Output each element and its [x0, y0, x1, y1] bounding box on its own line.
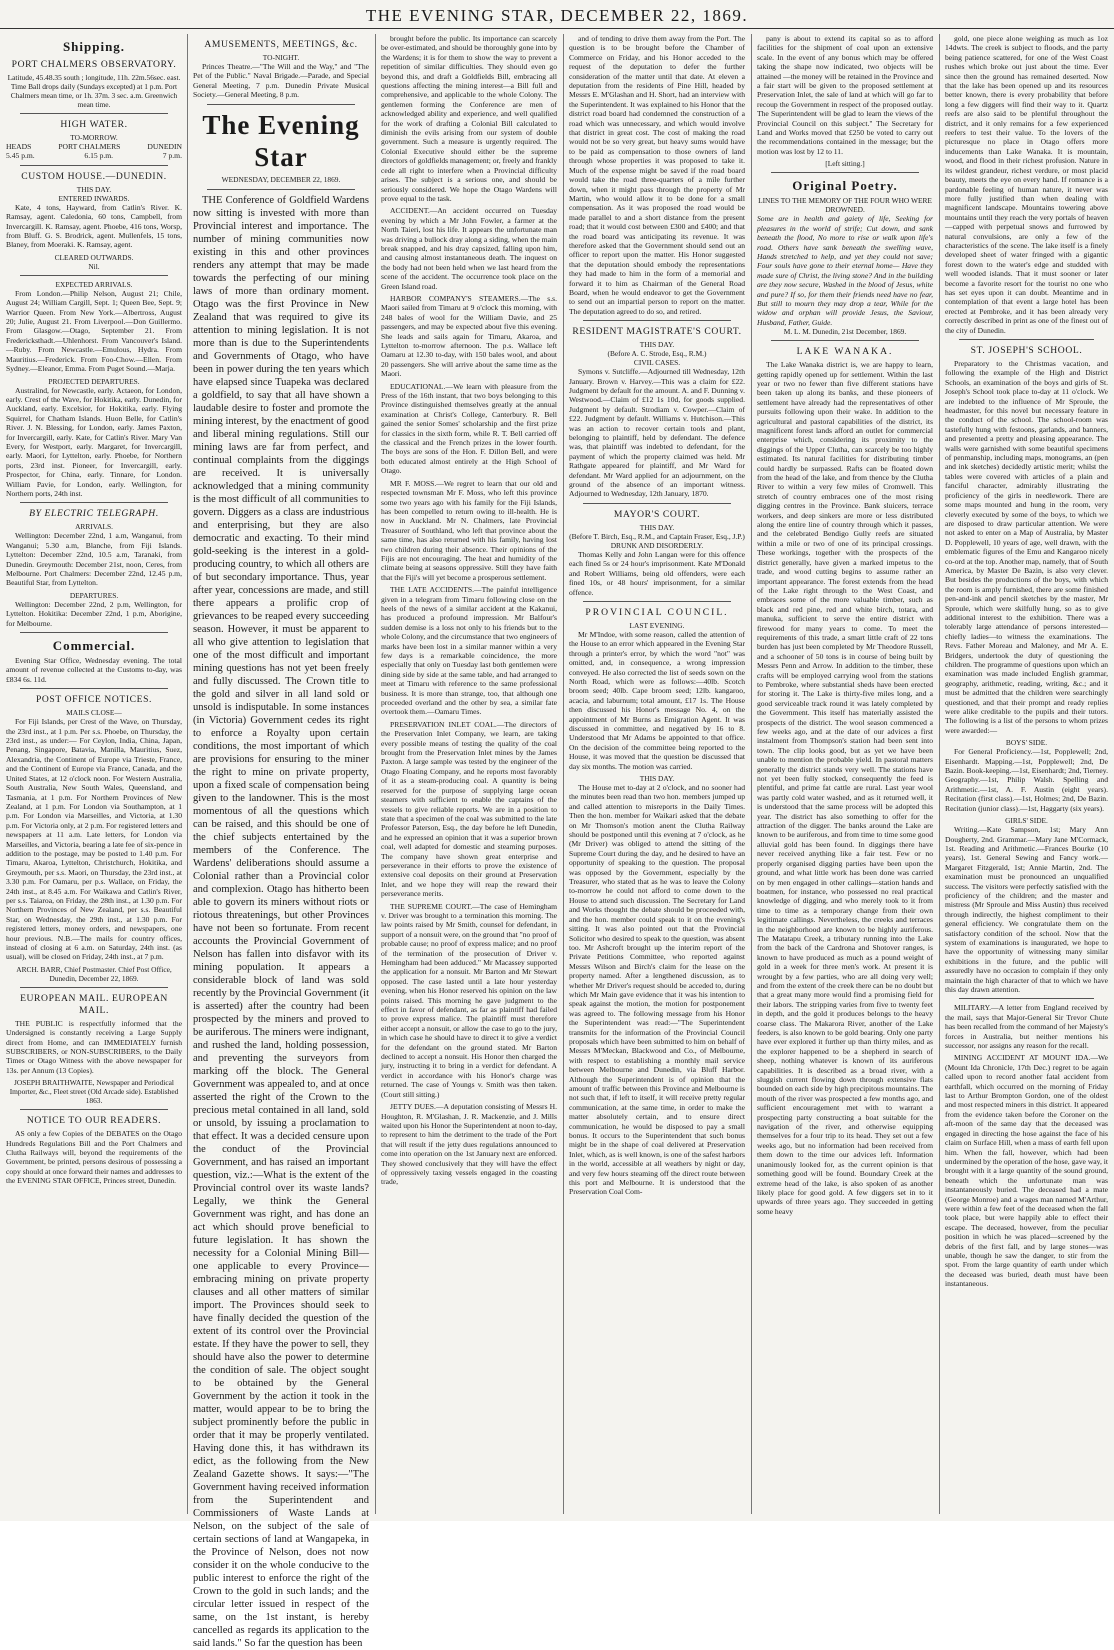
european-mail-text: THE PUBLIC is respectfully informed that the Undersigned is constantly receiving a Large Supply direct from Home, and can IMMEDIATELY furnish SUBSCRIBERS, or NON-SUBSCRIBERS, to the Daily Times or Otago Witness with the above newspaper for 13s. per Annum (13 Copies). — [6, 1018, 182, 1075]
harbour-item: HARBOR COMPANY'S STEAMERS.—The s.s. Maori sailed from Timaru at 9 o'clock this morning, with 248 bales of wool for the William Davie, and 25 passengers, and may be expected about five this evening. She leads and sails again for Timaru, Akaroa, and Lyttelton to-morrow afternoon. The p.s. Wallace left Oamaru at 12.30 to-day, with 150 bales wool, and about 20 passengers. She will arrive about the same time as the Maori. — [381, 293, 557, 379]
telegraph-arrivals-text: Wellington: December 22nd, 1 a.m, Wanganui, from Wanganui; 5.30 a.m, Blanche, from Fiji Islands. Lyttelton: December 22nd, 10.5 a.m, Taranaki, from Dunedin. Greymouth: December 21st, noon, Ceres, from Melbourne. Port Chalmers: December 22nd, 12.45 p.m, Beautiful Star, from Lyttelton. — [6, 531, 182, 588]
amusements-heading: AMUSEMENTS, MEETINGS, &c. — [204, 39, 358, 50]
entered-list: Kate, 4 tons, Hayward, from Catlin's River. K. Ramsay, agent. Caledonia, 60 tons, Campbell, from Invercargill. K. Ramsay, agent. Phoebe, 416 tons, Worsp, from Bluff. G. S. Brodrick, agent. Mullenfels, 15 tons, Blaney, from Moeraki. K. Ramsay, agent. — [6, 202, 182, 250]
telegraph-departures: DEPARTURES. — [69, 590, 119, 600]
observatory-heading: PORT CHALMERS OBSERVATORY. — [11, 59, 177, 70]
masthead-title: THE EVENING STAR, DECEMBER 22, 1869. — [365, 6, 749, 25]
boys-side: BOYS' SIDE. — [1005, 738, 1048, 748]
telegraph-departures-text: Wellington: December 22nd, 2 p.m, Wellington, for Lyttelton. Hokitika: December 22nd, 1 p.m, Aborigine, for Melbourne. — [6, 599, 182, 628]
divider — [583, 601, 731, 602]
column-3 — [381, 34, 557, 1514]
readers-text: AS only a few Copies of the DEBATES on the Otago Hundreds Regulations Bill and the Port Chalmers and Clutha Railways will, beyond the requirements of the Government, be printed, persons desirous of possessing a copy should at once forward their names and addresses to the EVENING STAR OFFICE, Princes street, Dunedin. — [6, 1129, 182, 1186]
col5-continuation: pany is about to extend its capital so as to afford facilities for the shipment of coal upon an extensive scale. In the event of any bonus which may be offered taking the shape now indicated, two objects will be attained —the money will be retained in the Province and a fair start will be given to the proposed settlement at Preservation Inlet, the sale of land at which will go far to recoup the Government in respect of the proposed outlay. The Superintendent will be glad to learn the views of the Provincial Council on this subject." The Secretary for Land and Works moved that £250 be voted to carry out the recommendations contained in the message; but the motion was lost by 12 to 11. — [757, 34, 933, 156]
this-day: THIS DAY. — [76, 184, 112, 194]
arrivals-text: From London.—Philip Nelson, August 21; Chile, August 24; William Cargill, Sept. 1; Queen Bee, Sept. 9; Warrior Queen. From New York.—Albertross, August 20; Julie, August 21. From Liverpool.—Don Guillermo. From Glasgow.—Otago, September 21. From Fredericksthadt.—Uhlenhorst. From Vancouver's Island.—Ruby. From Newcastle.—Emulous, Hydra. From Mauritius.—Frederick. From Foo-Chow.—Ellen. From Sydney.—Eleanor, Emma. From Puget Sound.—Marja. — [6, 288, 182, 374]
lake-wanaka-heading: LAKE WANAKA. — [796, 346, 894, 358]
masthead — [0, 4, 1114, 29]
col3-continuation: brought before the public. Its importance can scarcely be over-estimated, and should be thoroughly gone into by the Wardens; it is for them to show the way to prevent a repetition of similar difficulties. They should even go beyond this, and draft a Goldfields Bill, embracing all questions affecting the mining interest—a Bill full and comprehensive, and applicable to the whole Colony. The gentlemen forming the Conference are men of acknowledged ability and experience, and well qualified for the work of drafting a Colonial Bill calculated to diminish the evils arising from our system of double government. Such a measure is urgently required. The Colonial Executive should either be the supreme directors of goldfields management; or, freely and frankly cede all right to interfere when a Provincial difficulty arises. The subject is a serious one, and should be seriously considered. We hope the Otago Wardens will prove equal to the task. — [381, 34, 557, 203]
mayor-text: Thomas Kelly and John Langan were for this offence each fined 5s or 24 hour's imprisonment. Kate M'Donald and Robert Williams, being old offenders, were each fined 10s, or 48 hours' imprisonment, for a similar offence. — [569, 549, 745, 597]
column-rule — [563, 34, 564, 1514]
mayors-court-heading: MAYOR'S COURT. — [613, 508, 701, 520]
late-accidents-item: THE LATE ACCIDENTS.—The painful intelligence given in a telegram from Timaru following close on the heels of the news of a similar accident at the Kakanui, has produced a profound impression. Mr Balfour's sudden demise is a loss not only to his friends but to the whole Colony, and the circumstance that two engineers of marks have been lost in a similar manner within a very few days is a remarkable coincidence, the more especially that only on Tuesday last both gentlemen were dining side by side at the same table, and had arranged to meet at Timaru with reference to the same professional business. It is more than strange, too, that although one proceeded overland and the other by sea, a similar fate overtook them.—Oamaru Times. — [381, 585, 558, 717]
column-2 — [193, 34, 369, 1649]
preservation-item: PRESERVATION INLET COAL.—The directors of the Preservation Inlet Company, we learn, are taking every possible means of testing the quality of the coal brought from the Preservation Inlet mines by the James Paxton. A large sample was tested by the engineer of the Otago Floating Company, and he reports most favorably of it as a steam-producing coal. A quantity is being reserved for the purpose of supplying large ocean steamers with sufficient to enable the captains of the vessels to give reliable reports. We are in a position to state that a specimen of the coal was submitted to the late Professor Paterson, Esq., the day before he left Dunedin, and he expressed an opinion that it was a superior brown coal, well adapted for domestic and steaming purposes. The company have shown great enterprise and perseverance in their efforts to prove the existence of extensive coal deposits on their ground at Preservation Inlet, and we hope they will reap the reward their perseverance merits. — [381, 719, 557, 899]
military-item: MILITARY.—A letter from England received by the mail, says that Major-General Sir Trevor Chute has been recalled from the command of her Majesty's forces in Australia, but neither mentions his successor, nor assigns any reason for the recall. — [945, 1003, 1108, 1051]
st-josephs-heading: ST. JOSEPH'S SCHOOL. — [970, 345, 1083, 356]
divider — [20, 1109, 168, 1110]
educational-item: EDUCATIONAL.—We learn with pleasure from the Press of the 16th instant, that two boys belonging to this Province distinguished themselves greatly at the annual examination at Christ's College, Canterbury. R. Bell gained the senior Somes' scholarship and the first prize for classics in the sixth form, while R. T. Bell carried off the classical and the French prizes in the lower fourth. The boys are sons of the Hon. F. Dillon Bell, and were both educated almost entirely at the High School of Otago. — [381, 381, 557, 476]
divider — [583, 320, 731, 321]
original-poetry-heading: Original Poetry. — [792, 178, 898, 194]
column-6 — [945, 34, 1108, 1514]
col4-continuation: and of tending to drive them away from the Port. The question is to be brought before the Chamber of Commerce on Friday, and his Honor acceded to the request of the deputation to defer the further consideration of the matter until that date. At eleven a deputation from the residents of Pine Hill, headed by Messrs E. M'Glashan and H. Short, had an interview with the Superintendent. It was explained to his Honor that the district road board had condemned the construction of a road which was unnecessary, and which would involve that district in great cost. The cost of making the road would not be so very great, but heavy sums would have to be paid as compensation to those owners of land through whose properties it was proposed to take it. Much of the expense might be saved if the road board would take the road three-quarters of a mile further down, when it might pass through the property of Mr Martin, who would allow it to be done for a small compensation. As it was proposed the road would be made parallel to and a short distance from the present road; that it would cost between £300 and £400; and that the road board was anticipating its revenue. It was therefore asked that the Government should send out an officer to report upon the matter. His Honor suggested that the deputation should embody the representations they had made to him in the form of a memorial and forward it to him as Chairman of the General Road Board, when he would endeavor to get the Government to send out an impartial person to report on the matter. The deputation agreed to do so, and retired. — [569, 34, 745, 316]
divider — [20, 987, 168, 988]
supreme-court-item: THE SUPREME COURT.—The case of Hemingham v. Driver was brought to a termination this morning. The law points raised by Mr Smith, counsel for defendant, in support of a nonsuit were, on the ground that "no proof of probable cause; no proof of express malice; and no proof of the termination of the prosecution of Driver v. Hemingham had been adduced." Mr Macassey supported the application for a nonsuit. Mr Barton and Mr Stewart opposed. The case lasted until a late hour yesterday evening, when his Honor reserved his opinion on the law points raised. This morning he gave judgment to the effect in favor of defendant, as far as plaintiff had failed to prove express malice. The plaintiff must therefore either accept a nonsuit, or allow the case to go to the jury, in which case he should have to direct it to give a verdict for the defendant on the ground stated. Mr Barton declined to accept a nonsuit. His Honor then charged the jury, instructing it to bring in a verdict for defendant. A verdict in accordance with his Honor's charge was returned. The case of Youngs v. Smith was then taken. (Court still sitting.) — [381, 901, 557, 1099]
telegraph-heading: BY ELECTRIC TELEGRAPH. — [29, 508, 159, 520]
col6-continuation: gold, one piece alone weighing as much as 1oz 14dwts. The creek is subject to floods, and the party being patience scattered, for one of the West Coast rushes which broke out just about the time. Ever since then the ground has remained deserted. Now that the lake has been opened up and its resources better known, there is every probability that before long a few diggers will find their way to it. Quartz reefs are also said to be plentiful throughout the district, and it only remains for a few experienced reefers to test their value. To the lovers of the picturesque no place in Otago offers more inducements than Lake Wanaka. It is mountain, wood, and flood in their richest profusion. Nature in its wildest grandeur, richest verdure, or most placid beauty, meets the eye on every hand. If romance is a pardonable feeling of human nature, it never was more fully justified than when dealing with magnificent landscape. Mountains towering above mountains until they reach the very portals of heaven—capped with perpetual snows and furrowed by natural convulsions, are only a few of the characteristics of the scene. The lake itself is a finely developed sheet of water fringed with a gigantic forest down to the water's edge and studded with well wooded islands. That it must sooner or later become a favorite resort for the tourist no one who has set eyes upon it can doubt. Meantime and in contemplation of that event a large hotel has been erected at Pembroke, and it has been already very correctly described in print as one of the finest out of the city of Dunedin. — [945, 34, 1108, 335]
girls-side: GIRLS' SIDE. — [1005, 816, 1048, 826]
divider — [959, 339, 1094, 340]
poem-lines: Some are in health and gaiety of life, Seeking for pleasures in the world of strife; Cut down, and sank beneath the flood, No more to rise or walk upon life's road. Others have sank beneath the swelling wave, Hands stretched to help, and yet they could not save; Four souls have gone to their eternal home— Have they made sure of Christ, the living stone? And in the building are they now secure, Washed in the blood of Jesus, white and pure? If so, for them their friends need have no fear, But still to mourn they may drop a tear, While for the widow and orphan will provide Jesus, the Saviour, Husband, Father, Guide. — [757, 214, 933, 327]
high-water-table: HEADS PORT CHALMERS DUNEDIN 5.45 p.m. 6.15 p.m. 7 p.m. — [6, 142, 182, 161]
divider — [207, 189, 355, 190]
school-text: Preparatory to the Christmas vacation, and following the example of the High and District Schools, an examination of the boys and girls of St. Joseph's School took place to-day at 11 o'clock. We are indebted to the influence of Mr Sproule, the headmaster, for this novel but necessary feature in the conduct of the school. The school-room was tastefully hung with festoons, garlands, and banners, and presented a pretty and pleasing appearance. The walls were garnished with some beautiful specimens of penmanship, including maps, monograms, an (pen and ink sketches) decidedly artistic merit; whilst the tables were covered with articles of a plain and fanciful character, admirably illustrating the proficiency of the girls in needlework. There are some maps mounted and hung in the room, very cleverly executed by some of the boys, to which we are disposed to draw particular attention. We were not asked to enter on a Map of Australia, by Master D. Popplewell, 10 years of age, well drawn, with the emblematic figures of the Emu and Kangaroo nicely co-ord at the top. Another map, namely, that of South America, by Master De Bazin, is also very clever. But besides the productions of the boys, with which the room is amply furnished, there are some finished pen-and-ink and pencil sketches by the master, Mr Sproule, which were skilfully hung, so as to give additional interest to the exhibition. There was a tolerably large attendance of persons interested—chiefly ladies—to witness the examinations. The Revs. Father Moreau and Maloney, and Mr A. E. Bridgers, undertook the duty of questioning the children. The programme of questions upon which an examination was made included English grammar, geography, arithmetic, reading, writing, &c.; and it must be admitted that the children were searchingly questioned, and that their prompt and ready replies were alike creditable to the pupils and their tutors. The following is a list of the persons to whom prizes were awarded:— — [945, 359, 1108, 735]
entered-inwards: ENTERED INWARDS. — [58, 193, 130, 203]
european-mail-signature: JOSEPH BRAITHWAITE, Newspaper and Periodical Importer, &c., Fleet street (Old Arcade side). Established 1863. — [9, 1078, 179, 1106]
divider — [20, 165, 168, 166]
mayor-this-day: THIS DAY. — [639, 522, 675, 532]
customs-heading: CUSTOM HOUSE.—DUNEDIN. — [21, 170, 167, 182]
column-rule — [187, 34, 188, 1514]
post-signature: ARCH. BARR, Chief Postmaster. Chief Post Office, Dunedin, December 22, 1869. — [16, 964, 172, 983]
lake-wanaka-text: The Lake Wanaka district is, we are happy to learn, getting rapidly opened up for settlement. Within the last year or two no fewer than five different stations have been taken up along its banks, and these pioneers of settlement have already had the representatives of other pursuits following upon their wake. In addition to the agricultural and pastoral capabilities of the district, its magnificent forest lands afford an outlet for commercial enterprise which, considering its proximity to the diggings of the Upper Clutha, can scarcely be too highly estimated. Its natural facilities for distributing timber could hardly be surpassed. Rafts can be floated down from the head of the lake, and from thence by the Clutha River to within a very few miles of Cromwell. This stretch of country embraces one of the most rising digging centres in the Province. Bank sluicers, terrace workers, and deep sinkers are more or less distributed along the entire line of country through which it passes, and the celebrated Bendigo Gully reefs are situated within a mile or two of one of its principal crossings. These workings, together with the prospects of the district generally, have given a marked impetus to the trade, and wood cutting begins to assume rather an important appearance. The forest extends from the head of the Lake right through to the West Coast, and embraces some of the more valuable timber, such as black and red pine, red and white birch, totara, and manuka, sufficient to serve the entire district with firewood for many years to come. To meet the requirements of this trade, a smart little craft of 22 tons burden has just been completed by Mr Theodore Russell, and a schooner of 50 tons is in course of being built by Messrs Penn and Arrow. In addition to the timber, these crafts will be employed carrying wool from the stations to Pembroke, where substantial sheds have been erected for storing it. The Lake is thirty-five miles long, and a good serviceable track round it was lately completed by the Government. This itself has materially assisted the prospects of the district. The wool season commenced a few weeks ago, and at the date of our advices a first instalment from Thompson's station had been sent into town. The clip looks good, but as yet we have been unable to mention the probable yield. In pastoral matters generally the district stands very well. The stations have not yet been fully stocked, consequently the feed is plentiful, and prime fat cattle are rural. Last year wool was partly cold water washed, and as it returned well, it is understood that the same process will be adopted this year. The district has also something to offer for the attraction of the digger. The banks around the Lake are known to be auriferous, and from time to time some good alluvial gold has been found. In diggings there have never received anything like a fair test. Few or no properly organised digging parties have been upon the ground, and what little work has been done was carried on by men engaged in other callings—station hands and boatmen, for instance, who possessed no real practical knowledge of digging, and who merely took to it from time to time as a temporary change from their own legitimate callings. Nevertheless, the creeks and terraces in the neighborhood are known to be highly auriferous. The Matatapu Creek, a tributary running into the Lake from the back of the Cardrona and Shotover ranges, is known to have produced as much as a pound weight of gold in a week for three men's work. At present it is wrought by a few parties, who are all doing very well; and from the extent of the creek there can be no doubt but that a great many more would find a promising field for their labors. The stripping varies from five to twenty feet in depth, and the gold it produces belongs to the heavy coarse class. The Makarora River, another of the Lake feeders, is also known to be gold bearing. Only one party have ever explored it further up than thirty miles, and as the explorer happened to be a shepherd in search of sheep, nothing whatever is known of its auriferous capabilities. It is described as a broad river, with a sluggish current flowing down through extensive flats bounded on each side by high precipitous mountains. The mouth of the river was prospected a few months ago, and sufficient encouragement met with to warrant a prospecting party constructing a boat suitable for the navigation of the river, and otherwise equipping themselves for a four trip to its head. They set out a few weeks ago, but no information had been received from them down to the time our advices left. Information unanimously looked for, as the current opinion is that something good will be found. Boundary Creek at the extreme head of the lake, is also spoken of as another likely place for good gold. A few diggers set in to it upwards of three years ago. They succeeded in getting some heavy — [757, 360, 933, 1216]
column-rule — [939, 34, 940, 1514]
cleared-nil: Nil. — [88, 261, 100, 271]
poem-signature: M. L. M. Dunedin, 21st December, 1869. — [783, 327, 907, 337]
amusements-sub: TO-NIGHT. — [262, 53, 300, 62]
commercial-text: Evening Star Office, Wednesday evening. The total amount of revenue collected at the Customs to-day, was £834 6s. 11d. — [6, 656, 182, 684]
paper-title: The Evening Star — [202, 109, 360, 172]
mails-close: MAILS CLOSE— — [66, 708, 122, 718]
observatory-text: Latitude, 45.48.35 south ; longitude, 11h. 22m.56sec. east. Time Ball drops daily (Sundays excepted) at 1 p.m. Port Chalmers mean time, or 1h. 37m. 3 sec. a.m. Greenwich mean time. — [7, 73, 181, 109]
divider — [20, 275, 168, 276]
divider — [207, 104, 355, 105]
divider — [771, 340, 919, 341]
telegraph-arrivals: ARRIVALS. — [75, 522, 113, 532]
left-sitting: [Left sitting.] — [825, 159, 865, 169]
last-evening: LAST EVENING. — [629, 620, 685, 630]
divider — [20, 632, 168, 633]
cleared-outwards: CLEARED OUTWARDS. — [54, 252, 134, 262]
pc-this-day: THIS DAY. — [639, 774, 675, 783]
amusements-text: Princes Theatre.—"The Will and the Way," and "The Pet of the Public." Naval Brigade.—Parade, and Special General Meeting, 7 p.m. Dunedin Private Musical Society.—General Meeting, 8 p.m. — [193, 62, 369, 100]
girls-prizes: Writing.—Kate Sampson, 1st; Mary Ann Dougherty, 2nd. Grammar.—Mary Jane M'Cormack, 1st. Reading and Arithmetic.—Frances Bourke (10 years), 1st. General Sewing and Fancy work.—Margaret Fitzgerald, 1st; Annie Martin, 2nd. The examination must be pronounced an unqualified success. The visitors were perfectly satisfied with the proficiency of the children; and the master and mistress (Mr Sproule and Miss Austin) thus received through indirectly, the highest compliment to their general efficiency. We congratulate them on the satisfactory condition of the school. Now that the system of examinations is inaugurated, we hope to have the opportunity of witnessing many similar exhibitions in the future, and the public will assuredly have no occasion to complain if they only maintain the high character of that to which we have this day drawn attention. — [945, 825, 1108, 994]
provincial-council-heading: PROVINCIAL COUNCIL. — [585, 606, 729, 618]
column-rule — [375, 34, 376, 1514]
rm-text: Symons v. Sutcliffe.—Adjourned till Wednesday, 12th January. Brown v. Harvey.—This was a claim for £22. Judgment by default for the amount. A. and F. Dunning v. Westwood.—Claim of £12 1s 10d, for goods supplied. Judgment by default. Strodiam v. Cowper.—Claim of £22. Judgment by default. Williams v. Hutchison.—This was an action to recover certain tools and plant, belonging to plaintiff, held by defendant. The defence was, that plaintiff was indebted to defendant, for the payment of which the property claimed was held. Mr Rathgate appeared for plaintiff, and Mr Ward for defendant. Mr Ward applied for an adjournment, on the ground of the absence of an important witness. Adjourned to Wednesday, 12th January, 1870. — [569, 367, 745, 499]
projected-departures: PROJECTED DEPARTURES. — [48, 376, 140, 386]
divider — [959, 998, 1094, 999]
civil-cases: CIVIL CASES. — [633, 358, 681, 368]
divider — [20, 688, 168, 689]
leader-article: THE Conference of Goldfield Wardens now sitting is invested with more than Provincial interest and importance. The number of mining communities now existing in this and other provinces renders any attempt that may be made towards the perfecting of our mining laws of more than ordinary moment. Otago was the first Province in New Zealand that was required to give its attention to mining legislation. It is not more than is due to the Superintendents and Governments of Otago, who have been in power during the ten years which have elapsed since Tuapeka was declared a goldfield, to say that all have shown a laudable desire to foster and promote the mining interest, by the enactment of good and liberal mining regulations. Still our mining laws are far from perfect, and continual complaints from the diggings are received. It is universally acknowledged that a mining community is the most difficult of all communities to govern. Diggers as a class are industrious and enterprising, but they are also democratic and exacting. To their mind gold-seeking is the interest in a gold-producing country, to which all others are of but secondary importance. Thus, year after year, concessions are made, and still there appears a prolific crop of grievances to be reaped every succeeding season. However, it must be apparent to all who give attention to legislation that one of the most difficult and important mining questions has not yet been freely and fully discussed. The Crown title to the gold and silver in all land sold or unsold is indisputable. In some instances (in Victoria) Government cedes its right to enforce a Royalty upon certain conditions, the most important of which are provisions for ensuring to the miner the right to mine on private property, upon a fixed scale of compensation being given to the landowner. This is the most momentous of all the questions which can be raised, and this should be one of the chief subjects entertained by the members of the Conference. The Wardens' deliberations should assume a Colonial rather than a Provincial color and complexion. Otago has hitherto been able to govern its miners without riots or riotous threatenings, but other Provinces have not been so fortunate. From recent accounts the Provincial Government of Nelson has fallen into disfavor with its mining population. It appears a considerable block of land was sold recently by the Provincial Government (it is asserted) after the country had been prospected by the miners and proved to be auriferous. The miners were indignant, and rushed the land, holding possession, and preventing the surveyors from marking off the block. The General Government was appealed to, and at once asserted the right of the Crown to the precious metal contained in all land, sold or unsold, by issuing a proclamation to that effect. It was a decided censure upon the conduct of the Provincial Government, and has raised an important question, viz.:—What is the extent of the Provincial control over its waste lands? Legally, we think the General Government was right, and has done an act which should prove beneficial to future legislation. It has shown the necessity for a Colonial Mining Bill—one applicable to every Province—embracing mining on private property clauses and all other matters of similar import. The Provinces should seek to have finally decided the question of the extent of its control over the Provincial estate. If they have the power to sell, they should have also the power to determine the condition of sale. The object sought to be obtained by the General Government by the action it took in the matter, would appear to be to bring the subject prominently before the public in order that it may be properly ventilated. Having done this, it has withdrawn its edict, as the following from the New Zealand Gazette shows. It says:—"The Government having received information from the Superintendent and Commissioners of Waste Lands at Nelson, on the subject of the sale of certain sections of land at Wangapeka, in the Province of Nelson, does not now consider it on the whole conducive to the public interest to enforce the right of the Crown to the gold in such lands; and the circular letter issued in respect of the same, on the 1st instant, is hereby cancelled as regards its application to the said lands." So far the question has been — [193, 194, 369, 1649]
accident-item: ACCIDENT.—An accident occurred on Tuesday evening by which a Mr John Fowler, a farmer at the North Taieri, lost his life. It appears the unfortunate man was driving a bullock dray along a siding, when the main break snapped, and his dray capsized, falling upon him, and causing almost instantaneous death. The inquest on the body had not been held when we last heard from the scene of the accident. The occurrence took place on the Green Island road. — [381, 206, 557, 291]
rm-this-day: THIS DAY. — [639, 340, 675, 350]
issue-date: WEDNESDAY, DECEMBER 22, 1869. — [221, 174, 341, 184]
high-water-sub: TO-MORROW. — [70, 133, 118, 142]
high-water-heading: HIGH WATER. — [60, 119, 128, 130]
moss-item: MR F. MOSS.—We regret to learn that our old and respected townsman Mr F. Moss, who left this province some two years ago with his family for the Fiji Islands, has been compelled to return owing to ill-health. He is now in Auckland. Mr N. Chalmers, late Provincial Treasurer of Southland, who left that province about the same time, has also returned with his family, having lost two children during their absence. Their opinions of the Fijis are not encouraging. The heat and humidity of the climate being at seasons oppressive. Still they have faith that the Fiji's will yet become a prosperous settlement. — [381, 478, 557, 582]
resident-magistrate-heading: RESIDENT MAGISTRATE'S COURT. — [572, 326, 742, 338]
column-1 — [6, 34, 182, 1514]
european-mail-heading: EUROPEAN MAIL. EUROPEAN MAIL. — [20, 992, 168, 1016]
divider — [20, 113, 168, 114]
departures-text: Australind, for Newcastle, early. Actaeon, for London, early. Crest of the Wave, for Hokitika, early. Dunedin, for Auckland, early. Excelsior, for Hokitika, early. Flying Squirrel, for Chatham Islands. Huon Belle, for Catlin's River. J. N. Blessing, for London, early. James Paxton, for Invercargill, early. Kate, for Catlin's River. Mary Van Every, for Westport, early. Margaret, for Invercargill, early. Maori, for Lyttelton, early. Phoebe, for Northern ports, 23rd inst. Pioneer, for Invercargill, early. Prospector, for China, early. Tinnare, for London. William Pavie, for London, early. Wellington, for Northern ports, 24th inst. — [6, 385, 182, 498]
jetty-dues-item: JETTY DUES.—A deputation consisting of Messrs H. Houghton, R. M'Glashan, J. R. Mackenzie, and J. Mills waited upon his Honor the Superintendent at noon to-day, to represent to him the detriment to the trade of the Port that will result if the jetty dues regulations announced to come into operation on the 1st January next are enforced. They showed conclusively that they will have the effect of oppressively taxing vessels engaged in the coasting trade, — [381, 1102, 557, 1187]
commercial-heading: Commercial. — [52, 638, 136, 654]
mayor-bench: (Before T. Birch, Esq., R.M., and Captain Fraser, Esq., J.P.) — [569, 531, 745, 541]
rm-bench: (Before A. C. Strode, Esq., R.M.) — [607, 349, 707, 359]
poem-title: LINES TO THE MEMORY OF THE FOUR WHO WERE DROWNED. — [758, 196, 932, 215]
divider — [583, 503, 731, 504]
column-4 — [569, 34, 745, 1514]
post-office-text: For Fiji Islands, per Crest of the Wave, on Thursday, the 23rd inst., at 1 p.m. Per s.s. Phoebe, on Thursday, the 23rd inst., as under:— For Ceylon, India, China, Japan, Penang, Singapore, Batavia, Manilla, Mauritius, Suez, Alexandria, the Continent of Europe via Trieste, France, and the Continent of Europe via France, Canada, and the United States, at 12 o'clock noon. For Western Australia, South Australia, New South Wales, Queensland, and Tasmania, at 1 p.m. For Northern Provinces of New Zealand, at 1 p.m. For London via Southampton, at 1 p.m. For London via Marseilles, and Victoria, at 1.30 p.m. For Victoria only, at 2 p.m. For registered letters and newspapers at 11 a.m. Late letters, for London via Marseilles, and Victoria, bearing a late fee of six-pence in addition to the postage, may be posted to 1.40 p.m. For Timaru, Akaroa, Lyttelton, Christchurch, Hokitika, and Greymouth, per s.s. Maori, on Thursday, the 23rd inst., at 3.30 p.m. For Oamaru, per p.s. Wallace, on Friday, the 24th inst., at 8.45 a.m. For Waikawa and Catlin's River, per s.s. Taiaroa, on Friday, the 28th inst., at 1.30 p.m. For Northern Provinces of New Zealand, per s.s. Beautiful Star, on Wednesday, the 29th inst., at 1.30 p.m. For registered letters, money orders, and newspapers, one hour previous. N.B.—The mails for country offices, instead of closing at 6 a.m. on Saturday, 24th inst. (as usual), will be closed on Friday, 24th inst., at 7 p.m. — [6, 717, 182, 962]
mining-accident-item: MINING ACCIDENT AT MOUNT IDA.—We (Mount Ida Chronicle, 17th Dec.) regret to be again called upon to record another fatal accident from earthfall, which occurred on the morning of Friday last to Arthur Brompton Gordon, one of the oldest and most respected miners in this district. It appeared from the evidence taken before the Coroner on the aft-moon of the same day that the deceased was engaged in directing the hose against the face of his claim on Surface Hill, when a mass of earth fell upon him. When the fall, however, which had been undermined by the operation of the hose, gave way, it brought with it a large quantity of the sound ground, beneath which the unfortunate man was instantaneously buried. The deceased had a mate (George Monroe) and a wages man named M'Arthur, were within a few feet of the deceased when the fall took place, but were happily able to effect their escape. The deceased, however, from the peculiar position in which he was placed—screened by the debris of the first fall, and by large stones—was unable, though he saw the danger, to stir from the spot. From the large quantity of earth under which the deceased was buried, death must have been instantaneous. — [945, 1053, 1108, 1289]
boys-prizes: For General Proficiency.—1st, Popplewell; 2nd, Eisenhardt. Mapping.—1st, Popplewell; 2nd, De Bazin. Book-keeping.—1st, Eisenhardt; 2nd, Tierney. Geography.—1st, Philip Walsh. Spelling and Arithmetic.—1st, A. F. Austin (eight years). Recitation (first class).—1st, Holmes; 2nd, De Bazin. Recitation (junior class).—1st, Haggarty (six years). — [945, 747, 1108, 813]
drunk-disorderly: DRUNK AND DISORDERLY. — [610, 540, 704, 550]
divider — [20, 502, 168, 503]
expected-arrivals: EXPECTED ARRIVALS. — [55, 279, 133, 289]
post-office-heading: POST OFFICE NOTICES. — [35, 694, 153, 706]
shipping-heading: Shipping. — [62, 39, 126, 54]
pc-text-2: The House met to-day at 2 o'clock, and no sooner had the minutes been read than two hon. members jumped up and called attention to misreports in the Daily Times. Then the hon. member for Waikari asked that the debate on Mr Thomson's motion anent the Clutha Railway should be postponed until this evening at 7 o'clock, as he (Mr Driver) was obliged to attend the sitting of the Supreme Court during the day, and he desired to have an opportunity of speaking to the question. The proposal was opposed by the Government, especially by the Treasurer, who stated that as he was to leave the Colony to-morrow he could not afford to come down to the House to attend such discussion. The Secretary for Land and Works thought the debate should be proceeded with, and the hon. member could speak to it on the evening's sitting. It was also pointed out that the Provincial Solicitor who desired to speak to the question, was absent too. Mr Ashcroft brought up the interim report of the Private Petitions Committee, who reported against Messrs Wilson and Birch's claim for the lease on the property named. After a lengthened discussion, as to whether Mr Driver's request should be acceded to, during which Mr Main gave evidence that it was his intention to speak against the motion, the motion for postponement was agreed to. The following message from his Honor the Superintendent was read:—"The Superintendent transmits for the information of the Provincial Council proposals which have been submitted to him on behalf of Messrs M'Meckan, Blackwood and Co., of Melbourne, with respect to establishing a monthly mail service between Melbourne and Dunedin, via Bluff Harbor. Although the Superintendent is of opinion that the amount of traffic between this Province and Melbourne is not such that, if left to itself, it will receive pretty regular communication, at the same time, in order to make the matter absolutely certain, and to ensure direct communication, he would be disposed to pay a small bonus. It occurs to the Superintendent that such bonus might be in the shape of coal delivered at Preservation Inlet, which, as is well known, is one of the safest harbors in the world, accessible at all weathers by night or day, and very few hours steaming off the direct route between this port and Melbourne. It is understood that the Preservation Coal Com- — [569, 783, 745, 1197]
divider — [771, 172, 919, 173]
pc-text-1: Mr M'Indoe, with some reason, called the attention of the House to an error which appeared in the Evening Star through a printer's error, by which the word "not" was omitted, and, in consequence, a wrong impression conveyed. He also corrected the list of seeds sown on the North Road, which were as follows:—40lb. Scotch broom seed; 40lb. Cape broom seed; 12lb. kangaroo, acacia, and laburnum; total amount, £17 1s. The House then discussed his Honor's message No. 4, on the appointment of Mr Burns as Emigration Agent. It was discussed in committee, and negatived by 16 to 8. Understood that Mr Adams be appointed to that office. On the decision of the committee being reported to the House, it was moved that the question be discussed that day six months. The motion was carried. — [569, 629, 745, 771]
column-5 — [757, 34, 933, 1514]
column-rule — [751, 34, 752, 1514]
readers-heading: NOTICE TO OUR READERS. — [26, 1115, 162, 1127]
